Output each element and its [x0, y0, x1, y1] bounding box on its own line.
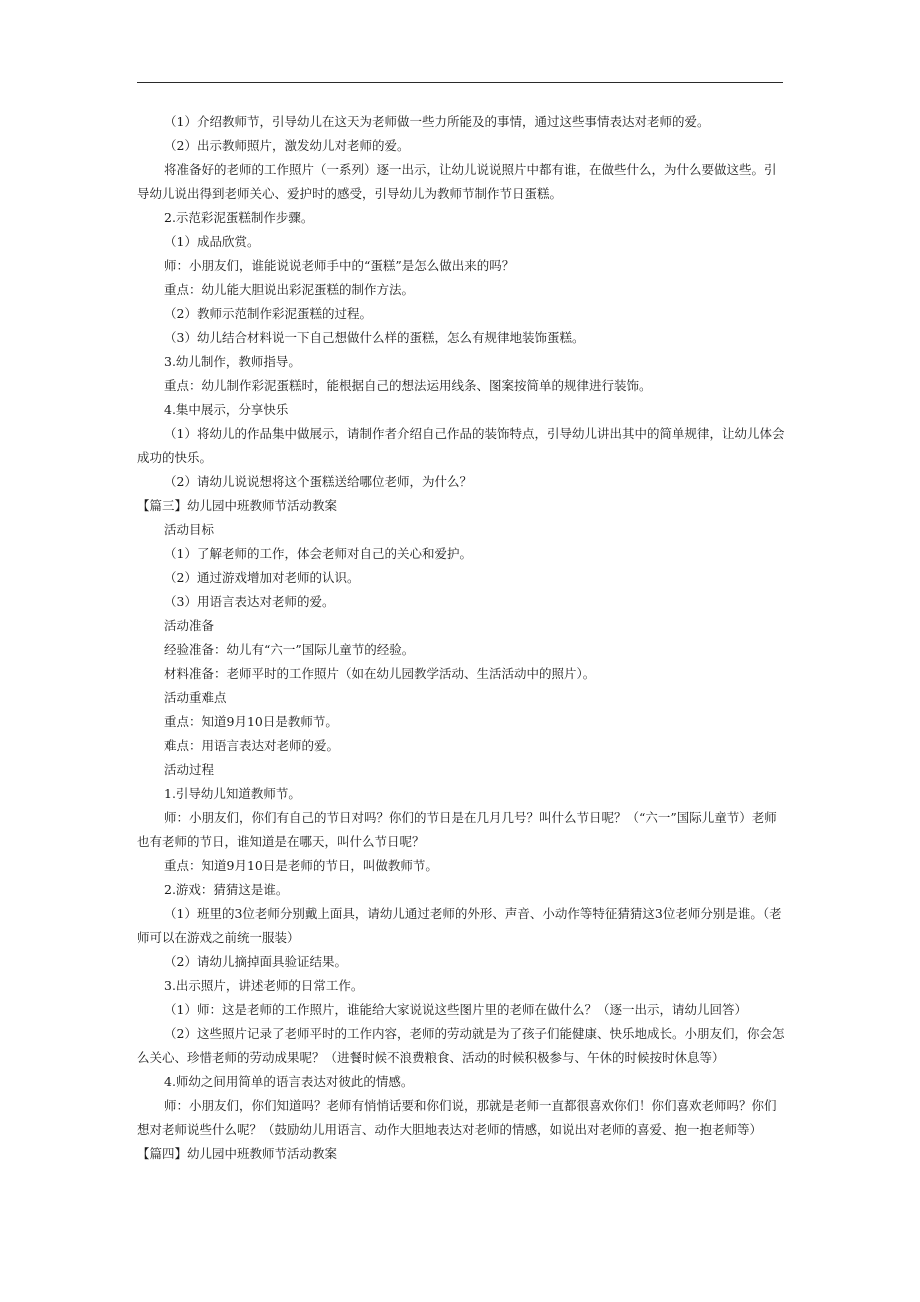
paragraph: 重点：幼儿能大胆说出彩泥蛋糕的制作方法。: [164, 282, 415, 297]
paragraph: 1.引导幼儿知道教师节。: [164, 786, 301, 801]
paragraph: 活动目标: [164, 522, 215, 537]
paragraph: （2）请幼儿摘掉面具验证结果。: [164, 954, 347, 969]
paragraph: 材料准备：老师平时的工作照片（如在幼儿园教学活动、生活活动中的照片）。: [164, 666, 596, 681]
paragraph: 重点：知道9月10日是老师的节日，叫做教师节。: [164, 858, 438, 873]
section-heading: 【篇三】幼儿园中班教师节活动教案: [137, 498, 338, 513]
paragraph: 重点：知道9月10日是教师节。: [164, 714, 338, 729]
paragraph: 3.幼儿制作，教师指导。: [164, 354, 301, 369]
paragraph: 经验准备：幼儿有“六一”国际儿童节的经验。: [164, 642, 415, 657]
paragraph: （1）成品欣赏。: [164, 234, 260, 249]
section-heading: 【篇四】幼儿园中班教师节活动教案: [137, 1146, 338, 1161]
paragraph: （1）了解老师的工作，体会老师对自己的关心和爱护。: [164, 546, 472, 561]
paragraph: 重点：幼儿制作彩泥蛋糕时，能根据自己的想法运用线条、图案按简单的规律进行装饰。: [164, 378, 652, 393]
paragraph: 4.集中展示，分享快乐: [164, 402, 289, 417]
paragraph: 师：小朋友们，你们有自己的节日对吗？你们的节日是在几月几号？叫什么节日呢？（“六一”国际儿童节）老师也有老师的节日，谁知道是在哪天，叫什么节日呢？: [137, 810, 777, 849]
paragraph: 2.示范彩泥蛋糕制作步骤。: [164, 210, 314, 225]
document-body: [137, 110, 787, 1166]
paragraph: 活动过程: [164, 762, 215, 777]
paragraph: 2.游戏：猜猜这是谁。: [164, 882, 289, 897]
paragraph: 活动准备: [164, 618, 215, 633]
paragraph: （1）介绍教师节，引导幼儿在这天为老师做一些力所能及的事情，通过这些事情表达对老师的爱。: [164, 114, 710, 129]
paragraph: （1）师：这是老师的工作照片，谁能给大家说说这些图片里的老师在做什么？（逐一出示，请幼儿回答）: [164, 1002, 747, 1017]
header-rule: [137, 82, 783, 83]
paragraph: 3.出示照片，讲述老师的日常工作。: [164, 978, 364, 993]
paragraph: （1）班里的3位老师分别戴上面具，请幼儿通过老师的外形、声音、小动作等特征猜猜这3位老师分别是谁。（老师可以在游戏之前统一服装）: [137, 906, 782, 945]
paragraph: 将准备好的老师的工作照片（一系列）逐一出示，让幼儿说说照片中都有谁，在做些什么，为什么要做这些。引导幼儿说出得到老师关心、爱护时的感受，引导幼儿为教师节制作节日蛋糕。: [137, 162, 777, 201]
paragraph: （1）将幼儿的作品集中做展示，请制作者介绍自己作品的装饰特点，引导幼儿讲出其中的简单规律，让幼儿体会成功的快乐。: [137, 426, 785, 465]
paragraph: （2）请幼儿说说想将这个蛋糕送给哪位老师，为什么？: [164, 474, 472, 489]
paragraph: 难点：用语言表达对老师的爱。: [164, 738, 340, 753]
paragraph: 活动重难点: [164, 690, 227, 705]
paragraph: （2）通过游戏增加对老师的认识。: [164, 570, 360, 585]
paragraph: 师：小朋友们，你们知道吗？老师有悄悄话要和你们说，那就是老师一直都很喜欢你们！你们喜欢老师吗？你们想对老师说些什么呢？（鼓励幼儿用语言、动作大胆地表达对老师的情感，如说出对老师的喜爱、抱一抱老师等）: [137, 1098, 777, 1137]
paragraph: （2）出示教师照片，激发幼儿对老师的爱。: [164, 138, 410, 153]
paragraph: （3）用语言表达对老师的爱。: [164, 594, 335, 609]
paragraph: （2）教师示范制作彩泥蛋糕的过程。: [164, 306, 372, 321]
paragraph: （3）幼儿结合材料说一下自己想做什么样的蛋糕，怎么有规律地装饰蛋糕。: [164, 330, 585, 345]
paragraph: （2）这些照片记录了老师平时的工作内容，老师的劳动就是为了孩子们能健康、快乐地成长。小朋友们，你会怎么关心、珍惜老师的劳动成果呢？（进餐时候不浪费粮食、活动的时候积极参与、午休的时候按时休息等）: [137, 1026, 785, 1065]
paragraph: 4.师幼之间用简单的语言表达对彼此的情感。: [164, 1074, 414, 1089]
paragraph: 师：小朋友们，谁能说说老师手中的“蛋糕”是怎么做出来的吗？: [164, 258, 515, 273]
